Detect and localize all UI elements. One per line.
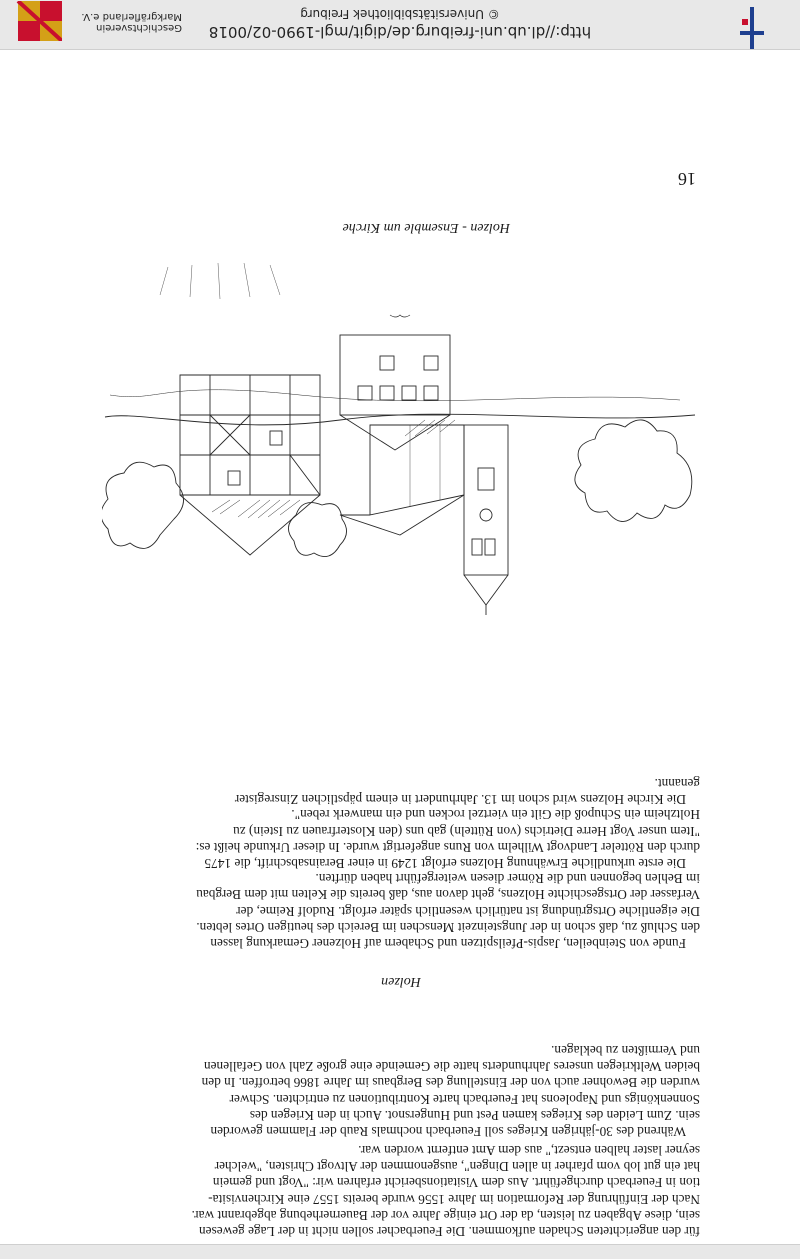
university-library-logo-icon xyxy=(740,7,764,49)
text-line: Die eigentliche Ortsgründung ist natürlich wesentlich später erfolgt. Rudolf Reime, der xyxy=(236,903,700,919)
text-line: im Behlen begonnen und die Römer diesen weitergeführt haben dürften. xyxy=(315,871,700,887)
church-ensemble-drawing xyxy=(102,250,700,615)
text-line: den Schluß zu, daß schon in der Jungsteinzeit Menschen im Bereich des heutigen Ortes lebten. xyxy=(196,919,700,935)
bottom-band-partial xyxy=(0,1244,800,1259)
text-line: und Vermißten zu beklagen. xyxy=(551,1042,700,1058)
paragraph-top xyxy=(102,1142,700,1239)
text-line: Die Kirche Holzens wird schon im 13. Jahrhundert in einem päpstlichen Zinsregister xyxy=(234,792,686,807)
text-line: Nach der Einführung der Reformation im Jahre 1556 wurde bereits 1557 eine Kirchenvisita- xyxy=(208,1191,700,1207)
text-line: Während des 30-jährigen Krieges soll Feuerbach nochmals Raub der Flammen geworden xyxy=(210,1124,686,1139)
society-line: Geschichtsverein xyxy=(96,22,182,33)
paragraph-third xyxy=(102,870,700,951)
section-heading: Holzen xyxy=(381,974,421,989)
paragraph-fourth xyxy=(102,806,700,871)
society-name xyxy=(70,11,182,33)
text-line: wurden die Bewohner auch von der Einstellung des Bergbaus im Jahre 1866 betroffen. In den xyxy=(201,1075,700,1091)
paragraph-second xyxy=(102,1042,700,1139)
text-line: Funde von Steinbeilen, Jaspis-Pfeilspitzen und Schabern auf Holzener Gemarkung lassen xyxy=(210,936,686,951)
text-line: Sonnenkönigs und Napoleons hat Feuerbach harte Kontributionen zu entrichten. Schwer xyxy=(229,1091,700,1107)
text-line: sein. Zum Leiden des Krieges kamen Pest und Hungersnot. Auch in den Kriegen des xyxy=(249,1107,700,1123)
text-line: für den angerichteten Schaden aufkommen. Die Feuerbacher sollen nicht in der Lage gewesen xyxy=(198,1224,700,1239)
text-line: Holtzheim ein Schupoß die Gilt ein viertzel rocken und ein manwerk reben". xyxy=(291,807,700,823)
page-number: 16 xyxy=(678,169,696,189)
text-line: Verfasser der Ortsgeschichte Holzens, geht davon aus, daß bereits die Kelten mit dem Bergbau xyxy=(196,887,700,903)
paragraph-fifth xyxy=(102,775,700,807)
text-line: genannt. xyxy=(654,775,700,791)
footer-url[interactable]: http://dl.ub.uni-freiburg.de/digit/mgl-1990-02/0018 xyxy=(208,23,592,41)
text-line: seyner laster halben entsezt," aus dem Amt entfernt worden war. xyxy=(358,1142,700,1158)
text-line: beiden Weltkriegen unseres Jahrhunderts hatte die Gemeinde eine große Zahl von Gefallenen xyxy=(203,1059,700,1075)
text-line: hat ein gut lob vom pfarher in allen Dingen", ausgenommen der Altvogt Christen, "welcher xyxy=(214,1159,700,1175)
text-line: durch den Rötteler Landvogt Wilhelm von Runs angefertigt wurde. In dieser Urkunde heißt es: xyxy=(195,839,700,855)
footer-copyright: © Universitätsbibliothek Freiburg xyxy=(300,7,500,21)
text-line: Die erste urkundliche Erwähnung Holzens erfolgt 1249 in einer Berainsabschrift, die 1475 xyxy=(204,856,686,871)
coat-of-arms-icon xyxy=(14,1,62,41)
society-line: Markgräflerland e.V. xyxy=(81,11,182,22)
text-line: tion in Feuerbach durchgeführt. Aus dem Visitationsbericht erfahren wir: "Vogt und gemein xyxy=(212,1175,700,1191)
figure-caption: Holzen - Ensemble um Kirche xyxy=(342,220,510,235)
text-line: sein, diese Abgaben zu leisten, da der Ort einige Jahre vor der Bauernerhebung abgebrannt war. xyxy=(191,1207,700,1223)
text-line: "Item unser Vogt Herre Dietrichs (von Rütteln) gab uns (den Klosterfrauen zu Istein) zu xyxy=(233,823,700,839)
library-footer xyxy=(0,0,800,50)
